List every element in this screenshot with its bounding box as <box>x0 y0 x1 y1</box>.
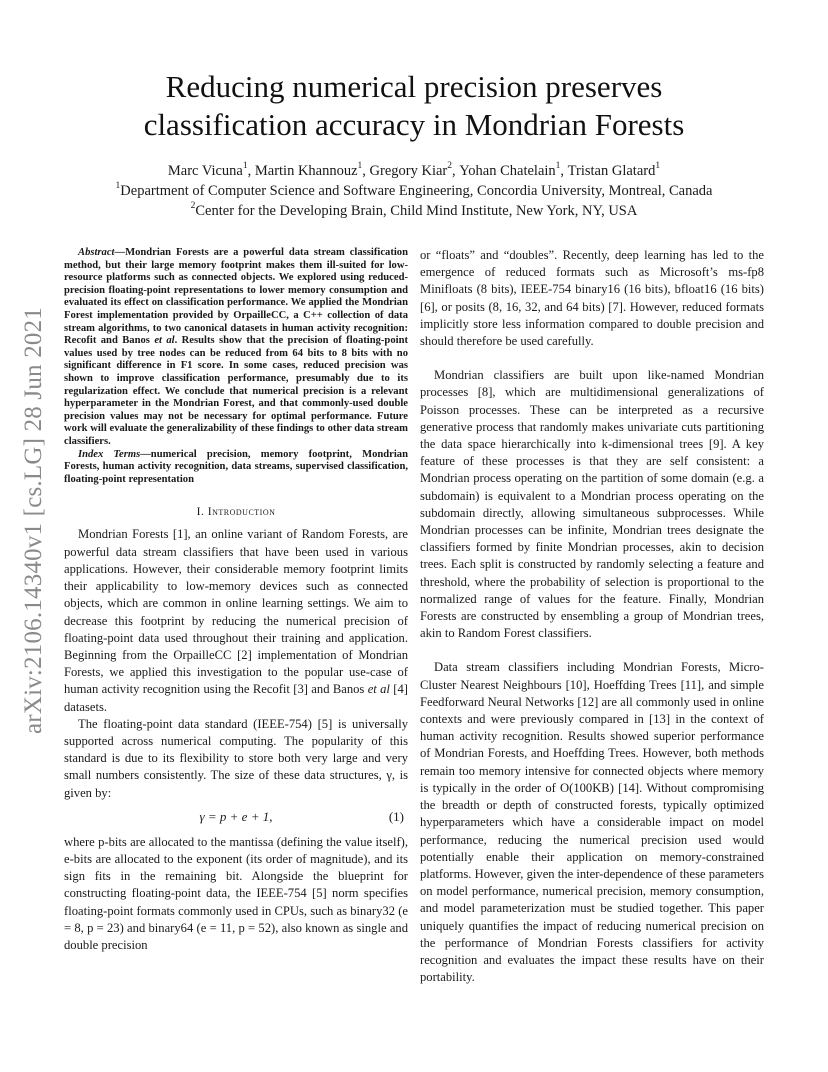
title-line-1: Reducing numerical precision preserves <box>165 69 663 104</box>
affiliation-1: $^1$Department of Computer Science and Software Engineering, Concordia University, Montreal, Canada <box>115 181 713 199</box>
author: Marc Vicuna$^1$, <box>167 161 255 179</box>
author-list <box>70 161 758 182</box>
right-paragraph-2: Mondrian classifiers are built upon like-named Mondrian processes [8], which are multidimensional generalizations of Poisson processes. These can be interpreted as a recursive generative process that randomly makes univariate cuts partitioning the data space hierarchically into k-dimensional trees [9]. A key feature of these processes is that they are self consistent: a Mondrian process operating on the partition of some domain (e.g. a subdomain) is equivalent to a Mondrian process operating on the subdomain directly, allowing simultaneous subprocesses. While Mondrian processes can be infinite, Mondrian trees designate the classifiers formed by finite Mondrian processes, akin to decision trees. Each split is constructed by randomly selecting a feature and threshold, where the probability of selection is proportional to the normalized range of values for the feature. Finally, Mondrian Forests are constructed by ensembling a group of Mondrian trees, akin to Random Forest classifiers. <box>420 368 764 641</box>
author: Martin Khannouz$^1$, <box>254 161 370 179</box>
index-terms: Index Terms—numerical precision, memory footprint, Mondrian Forests, human activity recognition, data streams, supervised classification, floating-point representation <box>64 448 408 485</box>
left-column <box>64 247 408 954</box>
intro-paragraph-2: The floating-point data standard (IEEE-754) [5] is universally supported across numerical computing. The popularity of this standard is due to its flexibility to store both very large and very small numbers consistently. The size of these data structures, γ, is given by: <box>64 716 408 800</box>
author: Tristan Glatard$^1$ <box>567 161 661 179</box>
affiliation-2: $^2$Center for the Developing Brain, Child Mind Institute, New York, NY, USA <box>190 201 638 219</box>
right-paragraph-3: Data stream classifiers including Mondrian Forests, Micro-Cluster Nearest Neighbours [10], Hoeffding Trees [11], and simple Feedforward Neural Networks [12] are all commonly used in online contexts and were previously compared in [13] in the context of human activity recognition. Results showed superior performance of Mondrian Forests, and Hoeffding Trees. However, both methods remain too memory intensive for connected objects where memory is typically in the order of O(100KB) [14]. Without compromising the breadth or depth of constructed forests, typically optimized hyperparameters which have a considerable impact on model performance, reducing the numerical precision used would potentially enable their application on memory-constrained platforms. However, given the inter-dependence of these parameters on model performance, numerical precision, memory consumption, and model parameterization must be studied together. This paper uniquely quantifies the impact of reducing numerical precision on the performance of Mondrian Forests classifiers for activity recognition and evaluates the impact these results have on their portability. <box>420 660 764 985</box>
author: Gregory Kiar$^2$, <box>369 161 460 179</box>
section-heading-introduction: I. Introduction <box>196 505 276 519</box>
intro-paragraph-3: where p-bits are allocated to the mantissa (defining the value itself), e-bits are allocated to the exponent (its order of magnitude), and its sign fits in the remaining bit. Alongside the blueprint for constructing floating-point data, the IEEE-754 [5] norm specifies floating-point formats commonly used in CPUs, such as binary32 (e = 8, p = 23) and binary64 (e = 11, p = 52), also known as single and double precision <box>64 834 408 952</box>
arxiv-identifier: arXiv:2106.14340v1 [cs.LG] 28 Jun 2021 <box>20 307 47 734</box>
abstract: Abstract—Mondrian Forests are a powerful data stream classification method, but their large memory footprint makes them ill-suited for low-resource platforms such as connected objects. We explored using reduced-precision floating-point representations to lower memory consumption and evaluated its effect on classification performance. We applied the Mondrian Forest implementation provided by OrpailleCC, a C++ collection of data stream algorithms, to two canonical datasets in human activity recognition: Recofit and Banos et al. Results show that the precision of floating-point values used by tree nodes can be reduced from 64 bits to 8 bits with no significant difference in F1 score. In some cases, reduced precision was shown to improve classification performance, presumably due to its regularization effect. We conclude that numerical precision is a relevant hyperparameter in the Mondrian Forest, and that commonly-used double precision values may not be necessary for optimal performance. Future work will evaluate the generalizability of these findings to other data stream classifiers. <box>64 247 408 447</box>
equation-1 <box>64 808 408 827</box>
right-paragraph-1: or “floats” and “doubles”. Recently, deep learning has led to the emergence of reduced formats such as Microsoft’s ms-fp8 Minifloats (8 bits), IEEE-754 binary16 (16 bits), bfloat16 (16 bits) [6], or posits (8, 16, 32, and 64 bits) [7]. However, reduced formats implicitly store less information compared to double precision and should therefore be used carefully. <box>420 248 764 349</box>
equation-body: γ = p + e + 1, <box>199 808 273 824</box>
author: Yohan Chatelain$^1$, <box>459 161 568 179</box>
right-column <box>420 247 764 986</box>
intro-paragraph-1: Mondrian Forests [1], an online variant of Random Forests, are powerful data stream classifiers that have been used in various applications. However, their considerable memory footprint limits their applicability to low-memory devices such as connected objects, which are common in online learning settings. We aim to decrease this footprint by reducing the numerical precision of floating-point data used throughout their training and application. Beginning from the OrpailleCC [2] implementation of Mondrian Forests, we applied this investigation to the popular use-case of human activity recognition using the Recofit [3] and Banos et al [4] datasets. <box>64 527 408 714</box>
paper-title <box>70 68 758 144</box>
title-line-2: classification accuracy in Mondrian Forests <box>143 107 685 142</box>
equation-number: (1) <box>388 808 404 824</box>
